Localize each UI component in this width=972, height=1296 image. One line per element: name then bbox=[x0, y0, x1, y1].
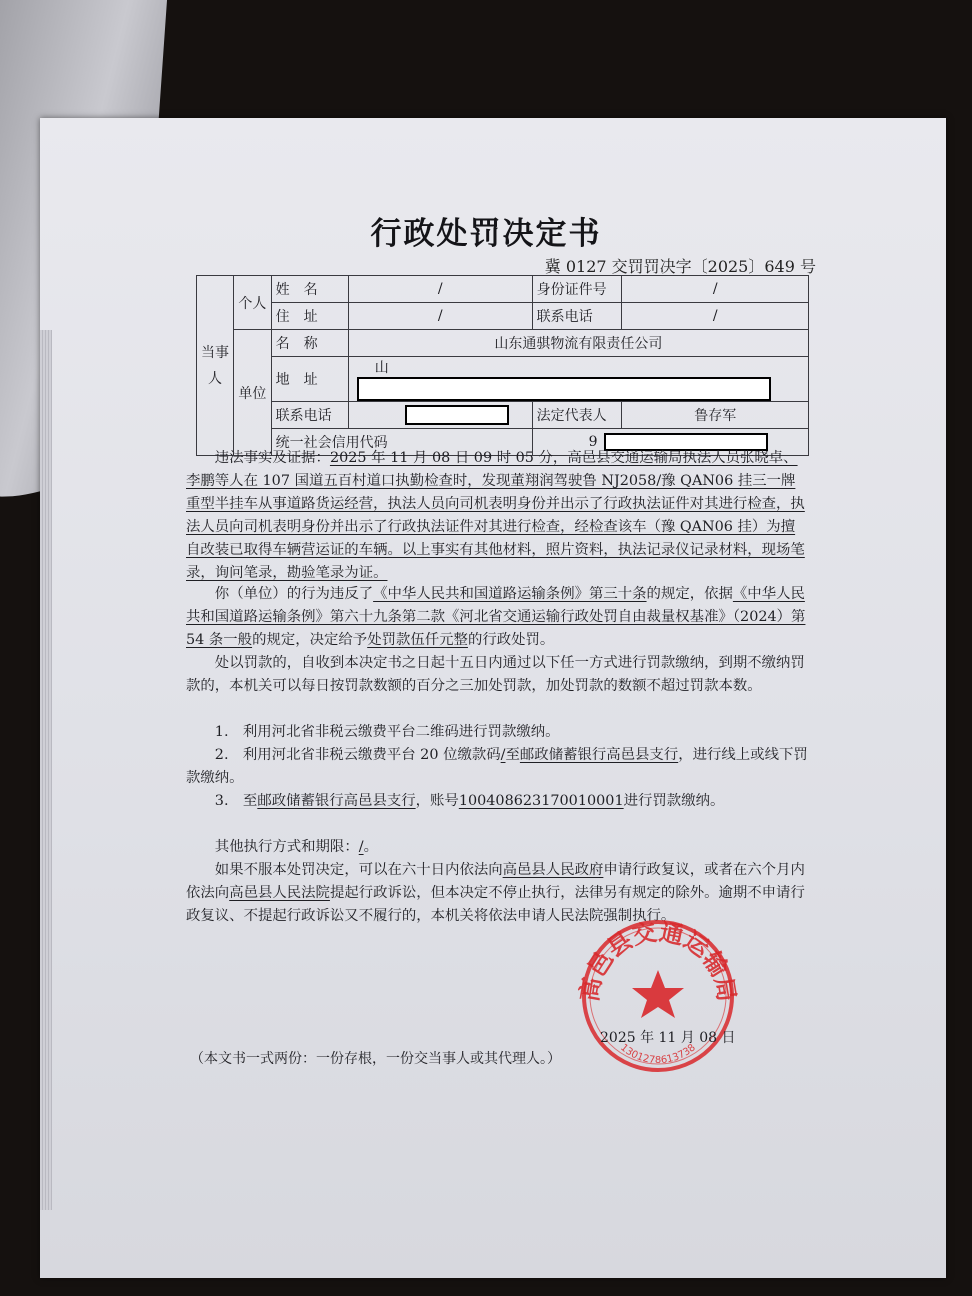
issue-date: 2025 年 11 月 08 日 bbox=[600, 1030, 736, 1046]
redaction-box bbox=[357, 377, 771, 401]
payment-bank: 邮政储蓄银行高邑县支行 bbox=[519, 747, 679, 763]
credit-code-prefix: 9 bbox=[588, 434, 598, 450]
violation-text: 的规定，依据 bbox=[646, 586, 733, 602]
violation-text: 你（单位）的行为违反了 bbox=[214, 586, 374, 602]
payment-text: 进行罚款缴纳。 bbox=[623, 793, 725, 809]
legal-rep-value: 鲁存军 bbox=[622, 402, 809, 429]
appeal-text: 申请行政复议，或者在六个月内依法向 bbox=[186, 862, 805, 901]
violation-text: 的规定，决定给予 bbox=[252, 632, 368, 648]
payment-code: / bbox=[500, 747, 506, 763]
legal-rep-label: 法定代表人 bbox=[532, 402, 622, 429]
payment-item-1: 1. 利用河北省非税云缴费平台二维码进行罚款缴纳。 bbox=[214, 724, 560, 740]
payment-text: 至 bbox=[505, 747, 520, 763]
individual-address-value: / bbox=[348, 303, 532, 330]
appeal-text: 提起行政诉讼，但本决定不停止执行，法律另有规定的除外。逾期不申请行政复议、不提起行政诉讼又不履行的，本机关将依法申请人民法院强制执行。 bbox=[186, 885, 805, 924]
document-number: 冀 0127 交罚罚决字〔2025〕649 号 bbox=[544, 257, 816, 276]
copies-note: （本文书一式两份：一份存根，一份交当事人或其代理人。） bbox=[190, 1051, 561, 1067]
payment-bank: 邮政储蓄银行高邑县支行 bbox=[257, 793, 416, 809]
payment-text: 。 bbox=[363, 839, 378, 855]
paper-edge bbox=[40, 330, 52, 1210]
payment-text: ，进行线上或线下罚款缴纳。 bbox=[186, 747, 808, 786]
violated-law: 《中华人民共和国道路运输条例》第三十条 bbox=[373, 586, 647, 602]
facts-label: 违法事实及证据： bbox=[214, 450, 330, 466]
other-execution-value: / bbox=[358, 839, 364, 855]
individual-id-label: 身份证件号 bbox=[532, 276, 622, 303]
individual-phone-label: 联系电话 bbox=[532, 303, 622, 330]
redaction-box bbox=[405, 405, 509, 425]
payment-text: 3. 至 bbox=[214, 793, 258, 809]
appeal-text: 如果不服本处罚决定，可以在六十日内依法向 bbox=[214, 862, 503, 878]
basis-law: 《中华人民共和国道路运输条例》第六十九条第二款《河北省交通运输行政处罚自由裁量权基准》（2024）第 54 条一般 bbox=[186, 586, 806, 648]
credit-code-label: 统一社会信用代码 bbox=[271, 429, 532, 456]
individual-name-label: 姓 名 bbox=[271, 276, 348, 303]
payment-intro: 处以罚款的，自收到本决定书之日起十五日内通过以下任一方式进行罚款缴纳，到期不缴纳罚款的，本机关可以每日按罚款数额的百分之三加处罚款，加处罚款的数额不超过罚款本数。 bbox=[186, 655, 805, 694]
star-icon bbox=[632, 970, 684, 1018]
unit-phone-cell bbox=[348, 402, 532, 429]
unit-address-label: 地 址 bbox=[271, 357, 348, 402]
party-info-table bbox=[196, 275, 809, 456]
individual-phone-value: / bbox=[622, 303, 809, 330]
individual-name-value: / bbox=[348, 276, 532, 303]
payment-text: 2. 利用河北省非税云缴费平台 20 位缴款码 bbox=[214, 747, 501, 763]
unit-name-value: 山东通骐物流有限责任公司 bbox=[348, 330, 808, 357]
payment-text: ，账号 bbox=[415, 793, 459, 809]
unit-name-label: 名 称 bbox=[271, 330, 348, 357]
official-seal bbox=[574, 918, 742, 1078]
other-execution bbox=[186, 836, 808, 859]
unit-address-cell bbox=[348, 357, 808, 402]
individual-id-value: / bbox=[622, 276, 809, 303]
litigation-court: 高邑县人民法院 bbox=[229, 885, 330, 901]
payment-item-3 bbox=[186, 790, 808, 813]
unit-label: 单位 bbox=[234, 330, 272, 456]
individual-address-label: 住 址 bbox=[271, 303, 348, 330]
review-authority: 高邑县人民政府 bbox=[502, 862, 604, 878]
payment-text: 其他执行方式和期限： bbox=[214, 839, 359, 855]
individual-label: 个人 bbox=[234, 276, 272, 330]
seal-code: 1301278613738 bbox=[618, 1042, 698, 1067]
violation-text: 的行政处罚。 bbox=[467, 632, 555, 648]
payment-item-2 bbox=[186, 744, 808, 790]
payment-account: 100408623170010001 bbox=[458, 793, 624, 809]
penalty-amount: 处罚款伍仟元整 bbox=[367, 632, 468, 648]
unit-phone-label: 联系电话 bbox=[271, 402, 348, 429]
seal-text: 高邑县交通运输局 bbox=[575, 918, 741, 1004]
violation-paragraph bbox=[186, 583, 808, 652]
facts-paragraph bbox=[186, 447, 808, 585]
document-title: 行政处罚决定书 bbox=[370, 216, 602, 252]
unit-address-prefix: 山 bbox=[374, 360, 389, 376]
party-label: 当事人 bbox=[197, 276, 234, 456]
facts-text: 2025 年 11 月 08 日 09 时 05 分，高邑县交通运输局执法人员张晓卓、李鹏等人在 107 国道五百村道口执勤检查时，发现董翔润驾驶鲁 NJ2058/豫 QAN06 挂三一牌重型半挂车从事道路货运经营，执法人员向司机表明身份并出示了行政执法证件对其进行检查，执法人员向司机表明身份并出示了行政执法证件对其进行检查，经检查该车（豫 QAN06 挂）为擅自改装已取得车辆营运证的车辆。以上事实有其他材料，照片资料，执法记录仪记录材料，现场笔录，询问笔录，勘验笔录为证。 bbox=[186, 450, 805, 581]
